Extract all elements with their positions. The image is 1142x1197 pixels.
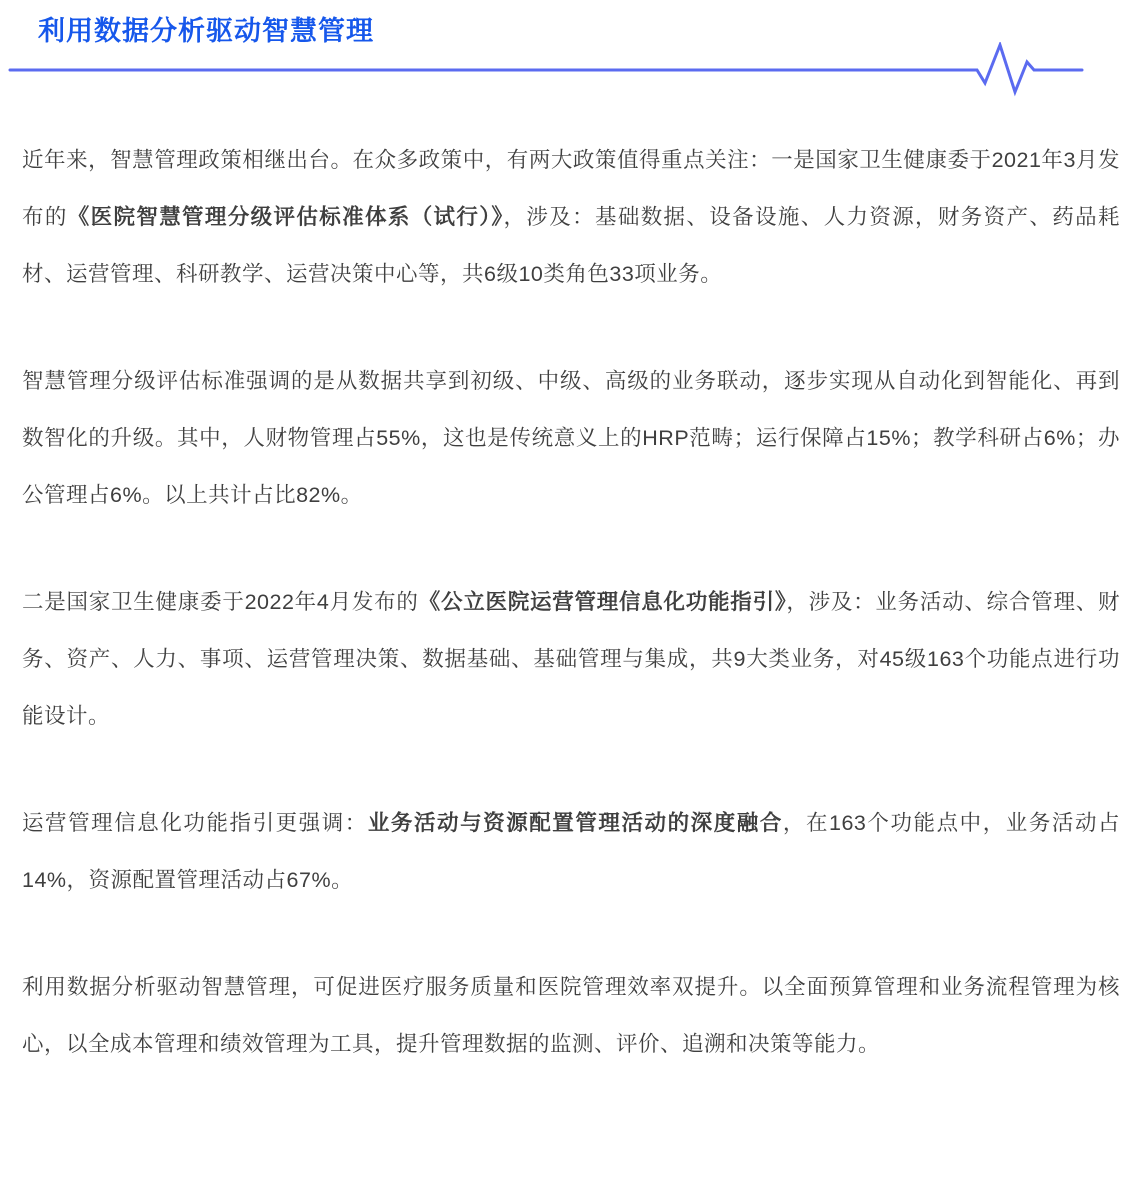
text-segment: 近年来，智慧管理政策相继出台。在众多政策中，有两大政策值得重点关注：一是国家卫生健康委于2021年3月发布的 [22, 148, 1120, 229]
text-segment: 运营管理信息化功能指引更强调： [22, 811, 368, 835]
paragraph [22, 959, 1120, 1073]
paragraph [22, 574, 1120, 745]
text-segment: 二是国家卫生健康委于2022年4月发布的 [22, 590, 419, 614]
text-segment: 利用数据分析驱动智慧管理，可促进医疗服务质量和医院管理效率双提升。以全面预算管理和业务流程管理为核心，以全成本管理和绩效管理为工具，提升管理数据的监测、评价、追溯和决策等能力。 [22, 975, 1120, 1056]
bold-text-segment: 业务活动与资源配置管理活动的深度融合 [367, 811, 783, 835]
article-header [22, 14, 1120, 98]
text-segment: 智慧管理分级评估标准强调的是从数据共享到初级、中级、高级的业务联动，逐步实现从自动化到智能化、再到数智化的升级。其中，人财物管理占55%，这也是传统意义上的HRP范畴；运行保障占15%；教学科研占6%；办公管理占6%。以上共计占比82%。 [22, 369, 1120, 507]
bold-text-segment: 《公立医院运营管理信息化功能指引》 [418, 590, 787, 614]
text-segment: ，涉及：业务活动、综合管理、财务、资产、人力、事项、运营管理决策、数据基础、基础管理与集成，共9大类业务，对45级163个功能点进行功能设计。 [22, 590, 1120, 728]
page-title: 利用数据分析驱动智慧管理 [38, 16, 374, 46]
text-segment: ，在163个功能点中，业务活动占14%，资源配置管理活动占67%。 [22, 811, 1120, 892]
heartbeat-pulse-icon [0, 42, 1142, 98]
paragraph [22, 353, 1120, 524]
text-segment: ，涉及：基础数据、设备设施、人力资源，财务资产、药品耗材、运营管理、科研教学、运营决策中心等，共6级10类角色33项业务。 [22, 205, 1120, 286]
bold-text-segment: 《医院智慧管理分级评估标准体系（试行）》 [67, 205, 504, 229]
paragraph [22, 795, 1120, 909]
article-body [22, 132, 1120, 1073]
paragraph [22, 132, 1120, 303]
